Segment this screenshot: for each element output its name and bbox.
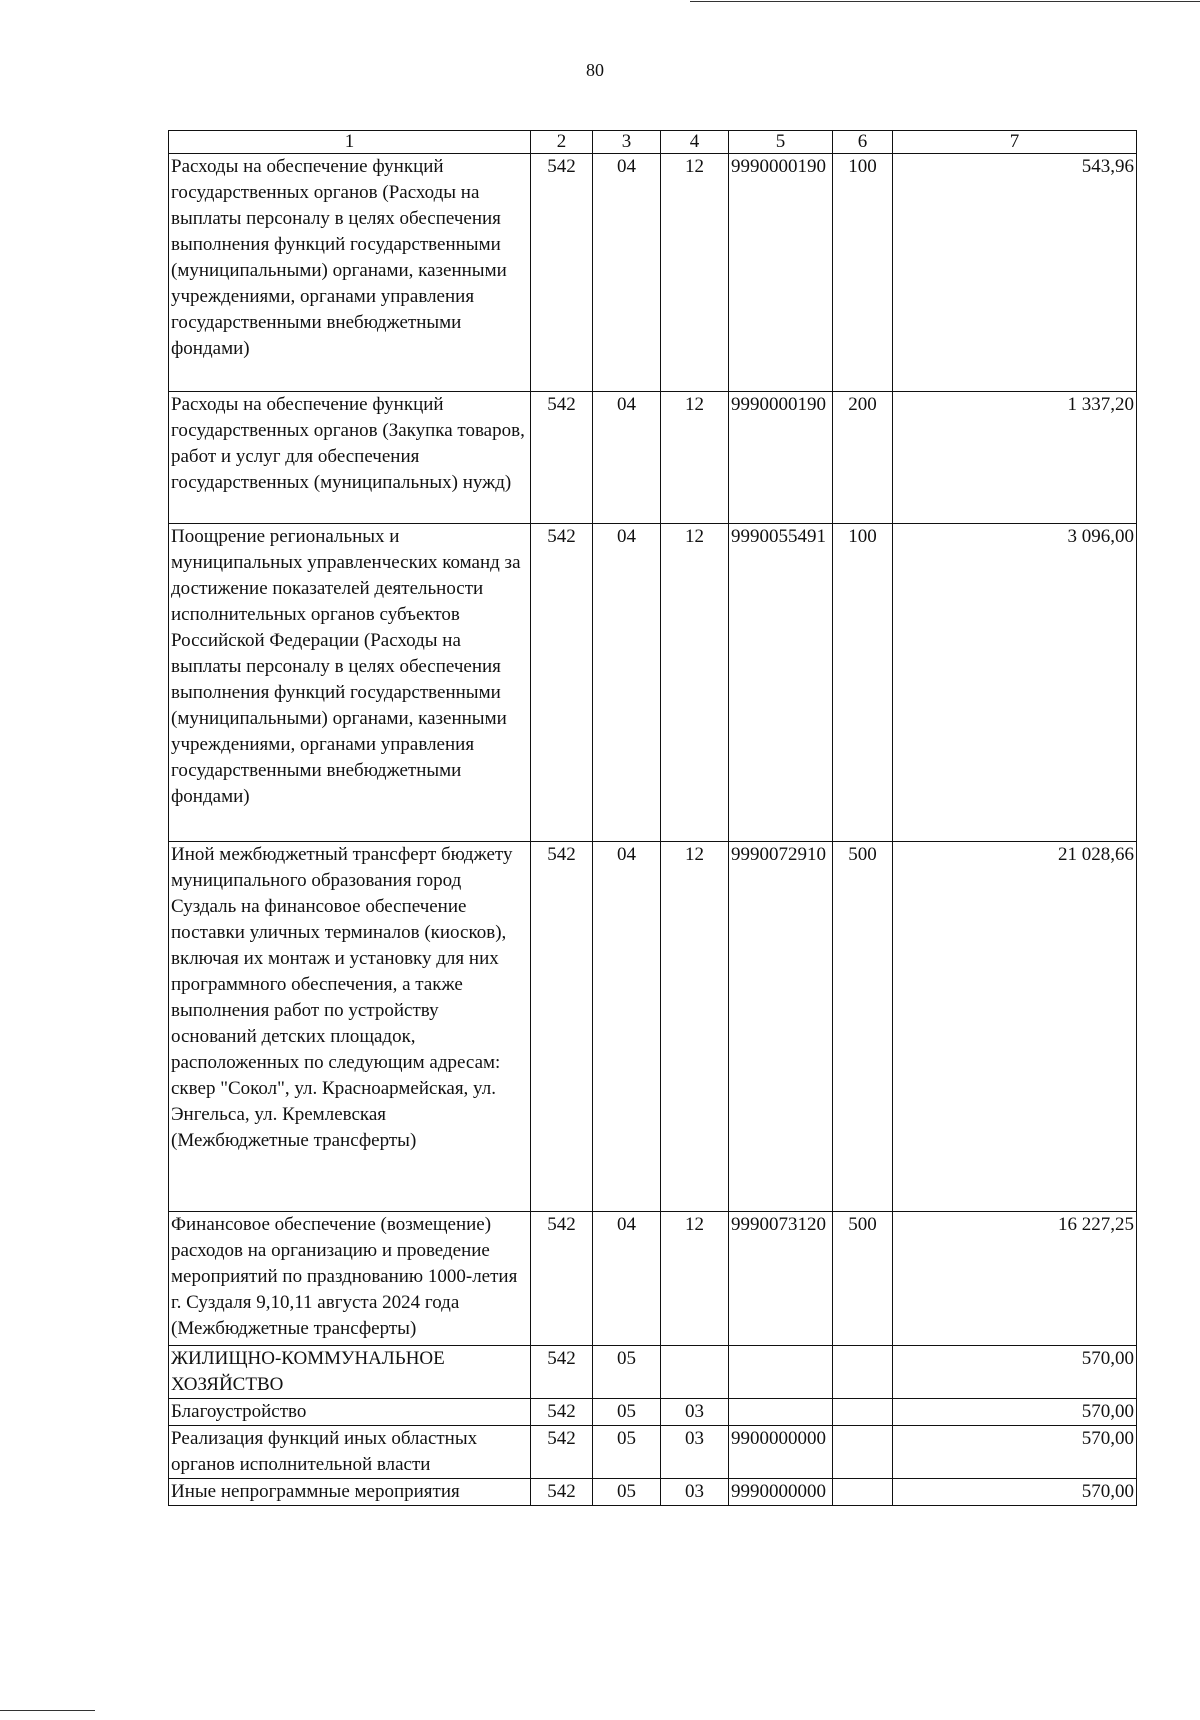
row-col-4: 03: [661, 1426, 729, 1479]
row-col-6: 100: [833, 154, 893, 392]
row-col-7: 570,00: [893, 1399, 1137, 1426]
row-col-3: 04: [593, 842, 661, 1212]
row-col-3: 04: [593, 154, 661, 392]
row-col-2: 542: [531, 154, 593, 392]
row-col-6: 200: [833, 392, 893, 524]
table-row: [169, 1426, 1137, 1479]
row-col-4: 03: [661, 1479, 729, 1506]
header-col-1: 1: [169, 131, 531, 154]
top-edge-rule: [690, 1, 1200, 2]
row-col-4: 12: [661, 154, 729, 392]
row-name: Поощрение региональных и муниципальных управленческих команд за достижение показателей деятельности исполнительных органов субъектов Российской Федерации (Расходы на выплаты персоналу в целях обеспечения выполнения функций государственными (муниципальными) органами, казенными учреждениями, органами управления государственными внебюджетными фондами): [169, 524, 531, 842]
row-col-2: 542: [531, 1399, 593, 1426]
row-col-4: 12: [661, 842, 729, 1212]
row-name: Иные непрограммные мероприятия: [169, 1479, 531, 1506]
table-row: [169, 524, 1137, 842]
row-col-2: 542: [531, 842, 593, 1212]
table-row: [169, 392, 1137, 524]
header-row: [169, 131, 1137, 154]
header-col-6: 6: [833, 131, 893, 154]
header-col-4: 4: [661, 131, 729, 154]
row-col-7: 21 028,66: [893, 842, 1137, 1212]
table-row: [169, 1479, 1137, 1506]
row-col-6: [833, 1426, 893, 1479]
row-col-7: 570,00: [893, 1479, 1137, 1506]
row-col-3: 05: [593, 1426, 661, 1479]
row-col-2: 542: [531, 392, 593, 524]
table-row: [169, 842, 1137, 1212]
row-col-6: [833, 1346, 893, 1399]
row-col-2: 542: [531, 1346, 593, 1399]
row-col-5: [729, 1399, 833, 1426]
row-col-3: 05: [593, 1346, 661, 1399]
row-col-4: 12: [661, 1212, 729, 1346]
table-row: [169, 154, 1137, 392]
table-row: [169, 1399, 1137, 1426]
row-name: Расходы на обеспечение функций государственных органов (Закупка товаров, работ и услуг для обеспечения государственных (муниципальных) нужд): [169, 392, 531, 524]
budget-table: [168, 130, 1137, 1506]
row-name: Расходы на обеспечение функций государственных органов (Расходы на выплаты персоналу в целях обеспечения выполнения функций государственными (муниципальными) органами, казенными учреждениями, органами управления государственными внебюджетными фондами): [169, 154, 531, 392]
row-col-4: [661, 1346, 729, 1399]
table-row: [169, 1346, 1137, 1399]
row-name: Иной межбюджетный трансферт бюджету муниципального образования город Суздаль на финансовое обеспечение поставки уличных терминалов (киосков), включая их монтаж и установку для них программного обеспечения, а также выполнения работ по устройству оснований детских площадок, расположенных по следующим адресам: сквер "Сокол", ул. Красноармейская, ул. Энгельса, ул. Кремлевская (Межбюджетные трансферты): [169, 842, 531, 1212]
row-col-4: 03: [661, 1399, 729, 1426]
row-col-4: 12: [661, 392, 729, 524]
row-col-6: [833, 1479, 893, 1506]
row-col-5: 9990000190: [729, 392, 833, 524]
row-col-7: 3 096,00: [893, 524, 1137, 842]
row-col-7: 16 227,25: [893, 1212, 1137, 1346]
row-col-5: 9990000190: [729, 154, 833, 392]
row-col-5: 9990055491: [729, 524, 833, 842]
page-number: 80: [586, 60, 604, 80]
row-col-3: 04: [593, 392, 661, 524]
header-col-7: 7: [893, 131, 1137, 154]
row-col-7: 570,00: [893, 1346, 1137, 1399]
row-col-3: 04: [593, 1212, 661, 1346]
row-col-6: 100: [833, 524, 893, 842]
header-col-5: 5: [729, 131, 833, 154]
row-col-4: 12: [661, 524, 729, 842]
row-col-5: 9990072910: [729, 842, 833, 1212]
row-col-5: 9990073120: [729, 1212, 833, 1346]
row-name: Благоустройство: [169, 1399, 531, 1426]
row-col-5: 9900000000: [729, 1426, 833, 1479]
table-row: [169, 1212, 1137, 1346]
row-col-7: 570,00: [893, 1426, 1137, 1479]
row-name: Реализация функций иных областных органов исполнительной власти: [169, 1426, 531, 1479]
row-name: Финансовое обеспечение (возмещение) расходов на организацию и проведение мероприятий по празднованию 1000-летия г. Суздаля 9,10,11 августа 2024 года (Межбюджетные трансферты): [169, 1212, 531, 1346]
row-col-2: 542: [531, 524, 593, 842]
row-col-6: [833, 1399, 893, 1426]
header-col-2: 2: [531, 131, 593, 154]
row-col-3: 05: [593, 1399, 661, 1426]
row-col-3: 05: [593, 1479, 661, 1506]
row-col-2: 542: [531, 1212, 593, 1346]
row-col-5: 9990000000: [729, 1479, 833, 1506]
bottom-edge-rule: [0, 1710, 95, 1711]
row-col-5: [729, 1346, 833, 1399]
row-col-2: 542: [531, 1479, 593, 1506]
row-col-7: 543,96: [893, 154, 1137, 392]
row-col-3: 04: [593, 524, 661, 842]
row-col-7: 1 337,20: [893, 392, 1137, 524]
header-col-3: 3: [593, 131, 661, 154]
row-col-2: 542: [531, 1426, 593, 1479]
row-col-6: 500: [833, 1212, 893, 1346]
row-col-6: 500: [833, 842, 893, 1212]
row-name: ЖИЛИЩНО-КОММУНАЛЬНОЕ ХОЗЯЙСТВО: [169, 1346, 531, 1399]
